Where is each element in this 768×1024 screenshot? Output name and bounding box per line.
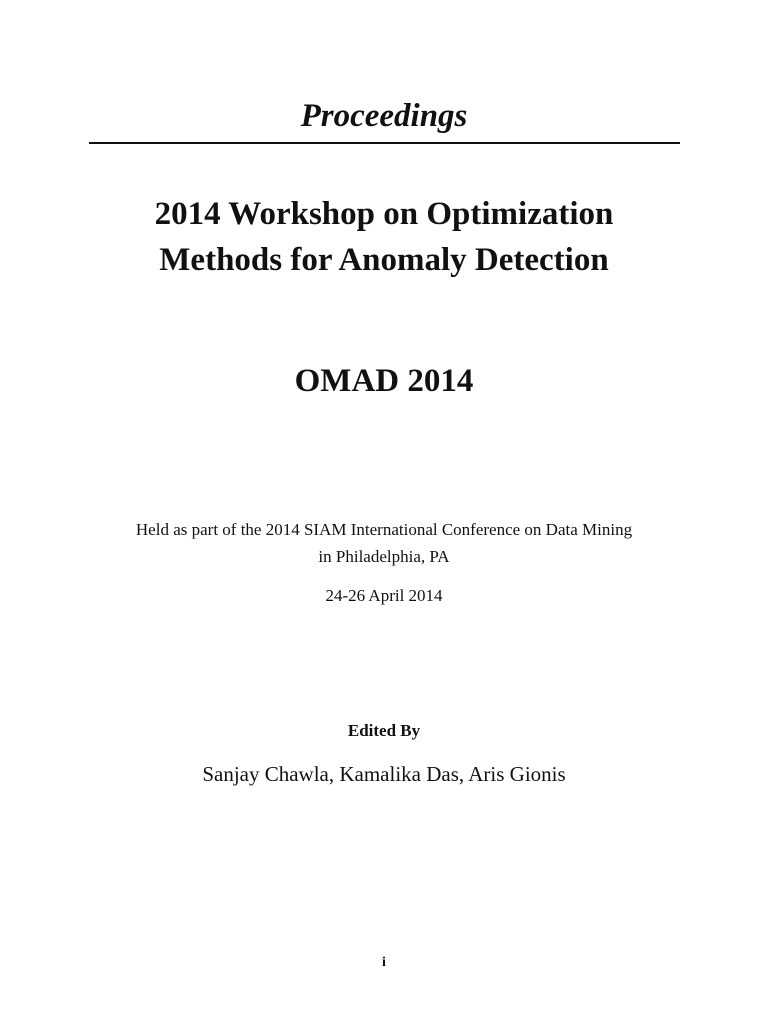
conference-note-line-1: Held as part of the 2014 SIAM International Conference on Data Mining — [135, 520, 633, 539]
heading-rule — [89, 142, 680, 144]
proceedings-heading: Proceedings — [300, 98, 468, 134]
editors-list: Sanjay Chawla, Kamalika Das, Aris Gionis — [202, 762, 566, 786]
workshop-dates: 24-26 April 2014 — [325, 586, 443, 605]
conference-note — [0, 516, 768, 570]
workshop-title — [0, 191, 768, 283]
conference-note-line-2: in Philadelphia, PA — [318, 547, 450, 566]
workshop-title-line-1: 2014 Workshop on Optimization — [154, 196, 614, 232]
workshop-acronym: OMAD 2014 — [294, 363, 474, 399]
workshop-title-line-2: Methods for Anomaly Detection — [159, 242, 609, 278]
page-number: i — [382, 955, 386, 970]
edited-by-label: Edited By — [347, 721, 421, 740]
